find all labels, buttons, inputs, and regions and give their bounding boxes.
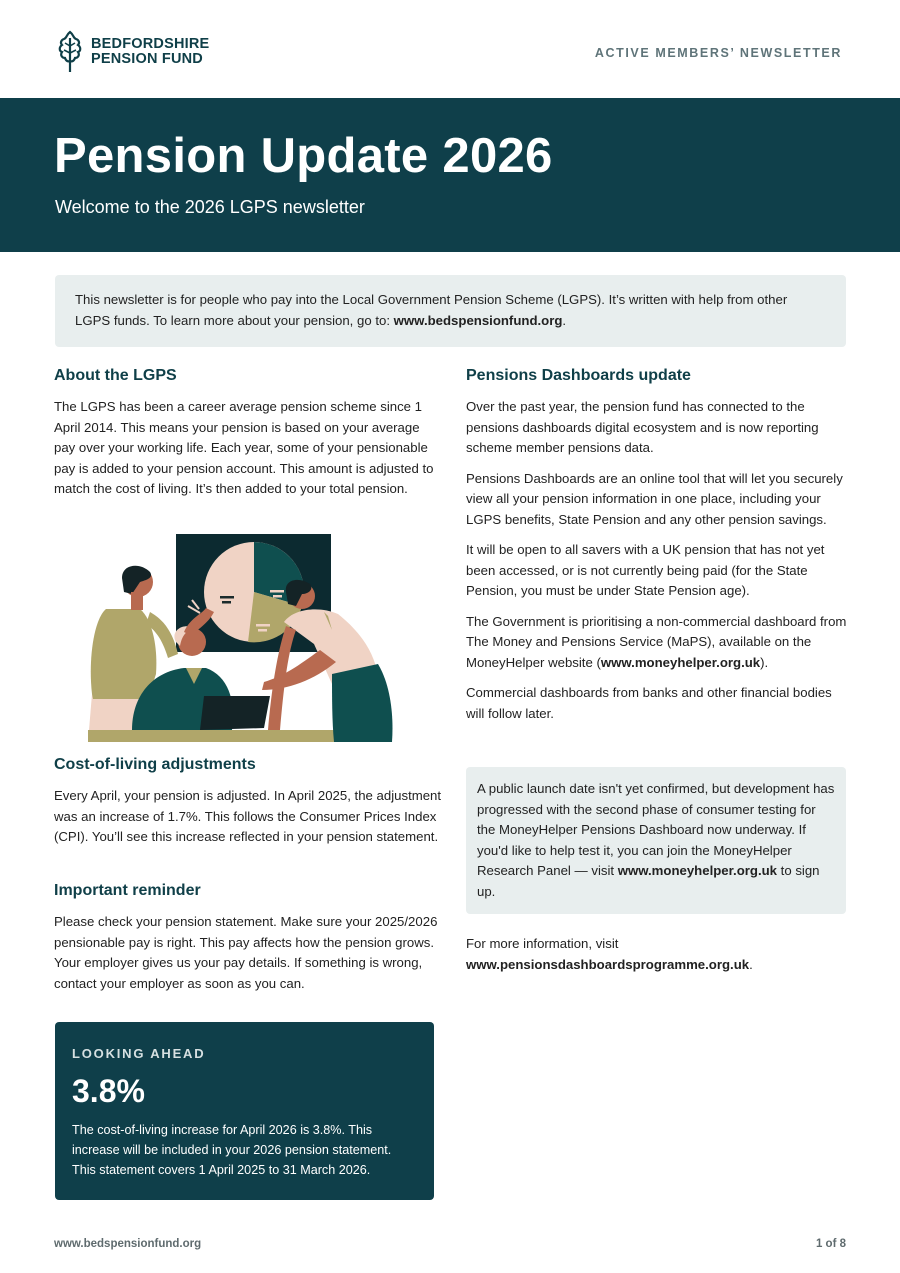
dashboards-heading: Pensions Dashboards update [466, 367, 691, 384]
page-number: 1 of 8 [815, 1238, 846, 1250]
intro-panel [55, 275, 846, 347]
logo[interactable] [55, 30, 209, 74]
logo-line-1: BEDFORDSHIRE [91, 36, 210, 52]
reminder-heading: Important reminder [54, 882, 201, 899]
cost-of-living-body: Every April, your pension is adjusted. In April 2025, the adjustment was an increase of 1.7%. This follows the Consumer Prices Index (CPI). You’ll see this increase reflected in your pension statement. [54, 788, 442, 844]
hero-banner [0, 98, 900, 252]
about-heading: About the LGPS [54, 367, 177, 384]
more-info-link[interactable]: www.pensionsdashboardsprogramme.org.uk [466, 956, 750, 972]
launch-callout [466, 767, 846, 914]
footer-url[interactable]: www.bedspensionfund.org [54, 1238, 202, 1250]
dashboards-p5: Commercial dashboards from banks and other financial bodies will follow later. [466, 685, 832, 721]
oak-leaf-icon [55, 30, 85, 74]
callout-text: A public launch date isn't yet confirmed, but development has progressed with the second phase of consumer testing for the MoneyHelper Pensions Dashboard now underway. If you'd like to help test it, you can join the MoneyHelper Research Panel — visit [477, 781, 835, 878]
cost-of-living-heading: Cost-of-living adjustments [54, 756, 256, 773]
logo-line-2: PENSION FUND [91, 51, 203, 67]
about-body: The LGPS has been a career average pension scheme since 1 April 2014. This means your pension is based on your average pay over your working life. Each year, some of your pensionable pay is added to your pension account. This amount is adjusted to match the cost of living. It’s then added to your total pension. [54, 399, 434, 496]
more-info [466, 934, 846, 975]
about-section [54, 367, 444, 500]
office-meeting-illustration [88, 534, 398, 742]
more-info-text: For more information, visit [466, 936, 619, 951]
looking-ahead-figure: 3.8% [72, 1073, 145, 1109]
dashboards-p1: Over the past year, the pension fund has connected to the pensions dashboards digital ecosystem and is now reporting scheme member pensions data. [466, 399, 819, 455]
reminder-section [54, 882, 444, 994]
intro-end: . [562, 313, 567, 328]
dashboards-p4-text: The Government is prioritising a non-commercial dashboard from The Money and Pensions Service (MaPS), available on the MoneyHelper website ( [466, 613, 847, 670]
looking-ahead-label: LOOKING AHEAD [72, 1046, 206, 1061]
dashboards-p4-end: ). [760, 654, 769, 670]
moneyhelper-link[interactable]: www.moneyhelper.org.uk [600, 654, 761, 670]
looking-ahead-panel [55, 1022, 434, 1200]
page-subtitle: Welcome to the 2026 LGPS newsletter [55, 197, 365, 217]
dashboards-p3: It will be open to all savers with a UK pension that has not yet been accessed, or is not currently being paid (for the State Pension, you must be under State Pension age). [466, 542, 825, 598]
reminder-body: Please check your pension statement. Make sure your 2025/2026 pensionable pay is right. This pay affects how the pension grows. Your employer gives us your pay details. If something is wrong, contact your employer as soon as you can. [54, 914, 438, 991]
intro-link[interactable]: www.bedspensionfund.org [393, 313, 563, 328]
dashboards-p4 [466, 612, 848, 674]
newsletter-tagline: ACTIVE MEMBERS’ NEWSLETTER [594, 46, 842, 60]
callout-link[interactable]: www.moneyhelper.org.uk [617, 863, 777, 878]
page-header [0, 0, 900, 98]
more-info-end: . [749, 956, 753, 972]
cost-of-living-section [54, 756, 444, 848]
intro-text: This newsletter is for people who pay into the Local Government Pension Scheme (LGPS). It’s written with help from other LGPS funds. To learn more about your pension, go to: [75, 292, 788, 328]
dashboards-p2: Pensions Dashboards are an online tool that will let you securely view all your pension information in one place, including your LGPS benefits, State Pension and any other pension savings. [466, 470, 843, 527]
page-title: Pension Update 2026 [54, 129, 553, 183]
callout-end: to sign up. [477, 863, 820, 899]
looking-ahead-text: The cost-of-living increase for April 2026 is 3.8%. This increase will be included in your 2026 pension statement. This statement covers 1 April 2025 to 31 March 2026. [72, 1123, 392, 1177]
dashboards-section [466, 367, 848, 734]
logo-text [91, 37, 209, 67]
